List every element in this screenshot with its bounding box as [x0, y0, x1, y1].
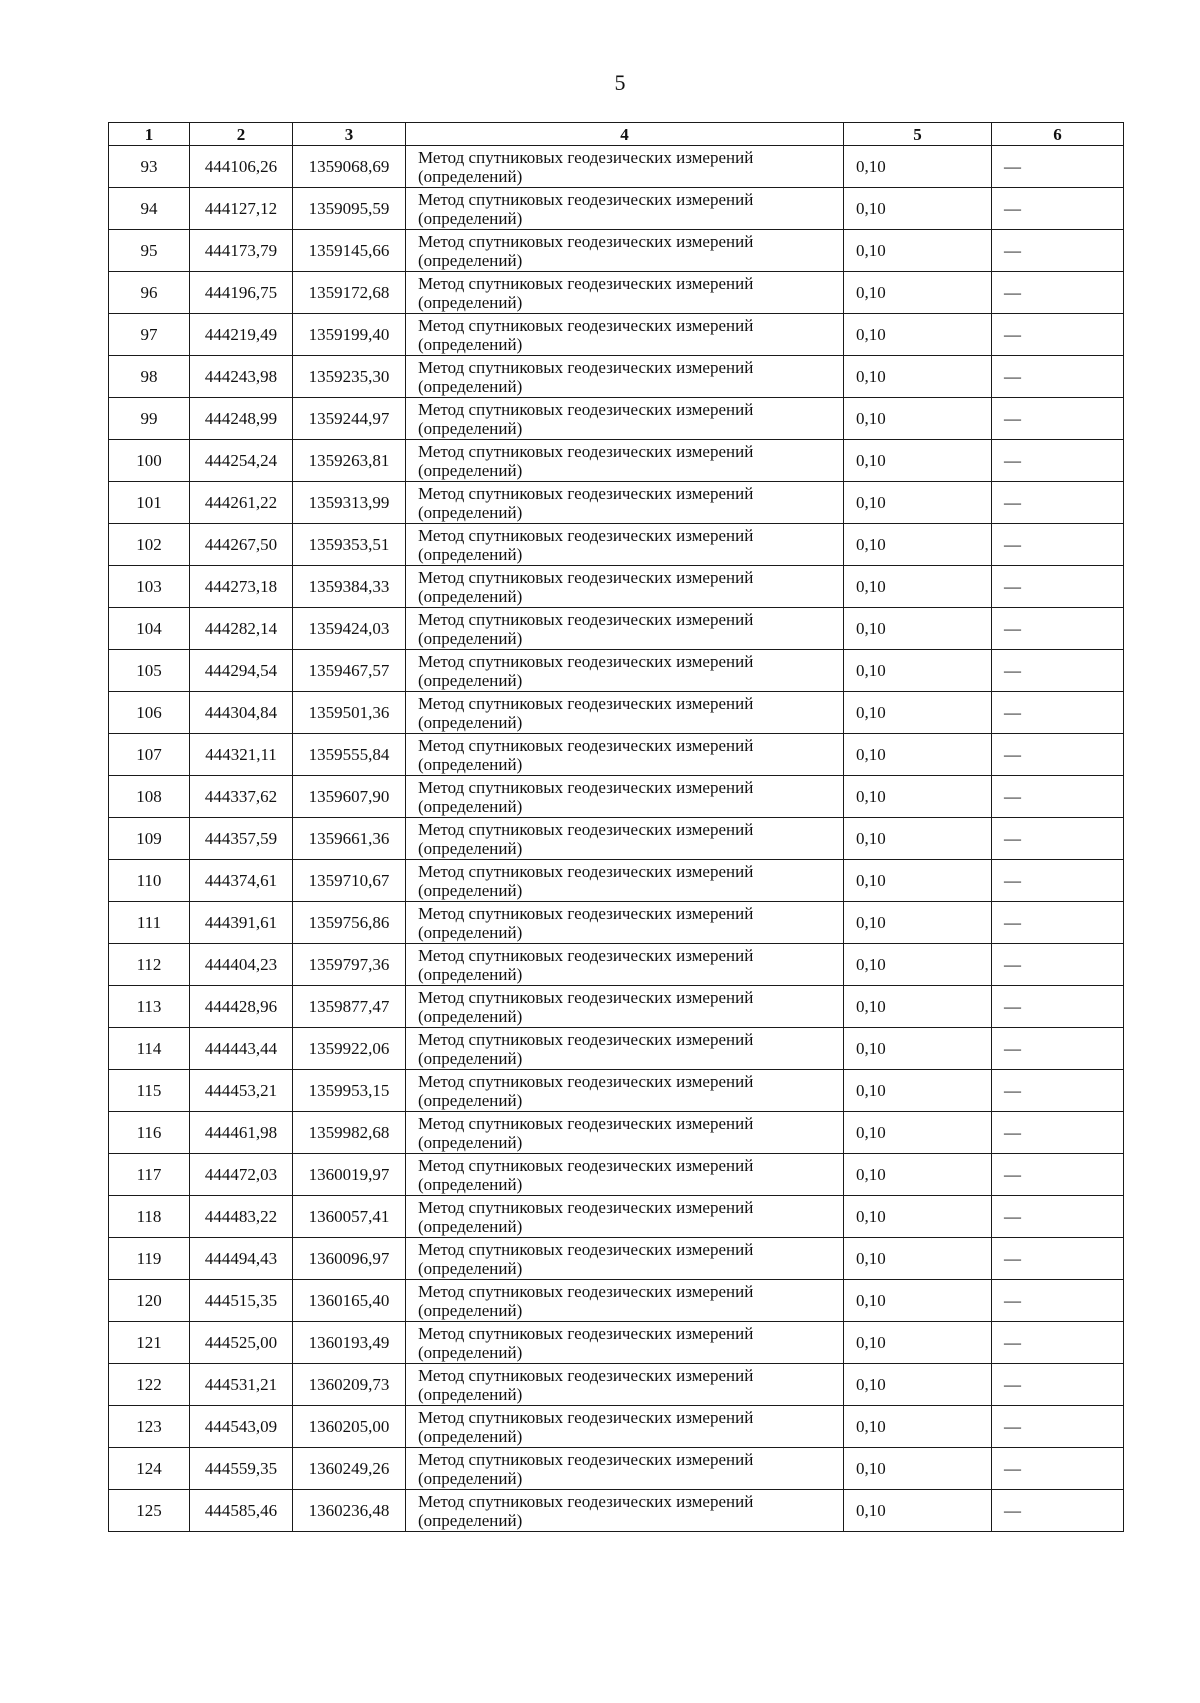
table-row — [109, 566, 1124, 608]
coordinate-y-cell: 1360165,40 — [293, 1280, 406, 1322]
method-cell: Метод спутниковых геодезических измерений (определений) — [406, 1448, 844, 1490]
point-number-cell: 119 — [109, 1238, 190, 1280]
description-cell: — — [992, 1028, 1124, 1070]
description-cell: — — [992, 902, 1124, 944]
table-row — [109, 1238, 1124, 1280]
description-cell: — — [992, 986, 1124, 1028]
description-cell: — — [992, 1280, 1124, 1322]
coordinate-x-cell: 444531,21 — [190, 1364, 293, 1406]
coordinate-y-cell: 1359756,86 — [293, 902, 406, 944]
coordinate-y-cell: 1359953,15 — [293, 1070, 406, 1112]
method-cell: Метод спутниковых геодезических измерений (определений) — [406, 482, 844, 524]
coordinate-y-cell: 1359199,40 — [293, 314, 406, 356]
point-number-cell: 120 — [109, 1280, 190, 1322]
coordinate-y-cell: 1360057,41 — [293, 1196, 406, 1238]
method-cell: Метод спутниковых геодезических измерений (определений) — [406, 860, 844, 902]
coordinate-x-cell: 444453,21 — [190, 1070, 293, 1112]
table-row — [109, 1406, 1124, 1448]
point-number-cell: 123 — [109, 1406, 190, 1448]
point-number-cell: 121 — [109, 1322, 190, 1364]
method-cell: Метод спутниковых геодезических измерений (определений) — [406, 566, 844, 608]
coordinate-x-cell: 444294,54 — [190, 650, 293, 692]
table-row — [109, 146, 1124, 188]
table-header-row — [109, 123, 1124, 146]
coordinate-y-cell: 1359467,57 — [293, 650, 406, 692]
accuracy-cell: 0,10 — [844, 482, 992, 524]
accuracy-cell: 0,10 — [844, 692, 992, 734]
description-cell: — — [992, 1448, 1124, 1490]
coordinate-x-cell: 444585,46 — [190, 1490, 293, 1532]
method-cell: Метод спутниковых геодезических измерений (определений) — [406, 692, 844, 734]
table-row — [109, 1028, 1124, 1070]
coordinate-x-cell: 444461,98 — [190, 1112, 293, 1154]
coordinate-y-cell: 1359877,47 — [293, 986, 406, 1028]
table-row — [109, 1322, 1124, 1364]
header-col-6: 6 — [992, 123, 1124, 146]
table-row — [109, 482, 1124, 524]
coordinates-table — [108, 122, 1124, 1532]
point-number-cell: 104 — [109, 608, 190, 650]
coordinate-y-cell: 1359797,36 — [293, 944, 406, 986]
method-cell: Метод спутниковых геодезических измерений (определений) — [406, 776, 844, 818]
coordinate-x-cell: 444248,99 — [190, 398, 293, 440]
table-row — [109, 818, 1124, 860]
table-row — [109, 230, 1124, 272]
table-row — [109, 860, 1124, 902]
coordinate-y-cell: 1359353,51 — [293, 524, 406, 566]
description-cell: — — [992, 650, 1124, 692]
table-row — [109, 1448, 1124, 1490]
coordinate-y-cell: 1360019,97 — [293, 1154, 406, 1196]
method-cell: Метод спутниковых геодезических измерений (определений) — [406, 944, 844, 986]
table-row — [109, 1112, 1124, 1154]
point-number-cell: 99 — [109, 398, 190, 440]
table-body — [109, 146, 1124, 1532]
method-cell: Метод спутниковых геодезических измерений (определений) — [406, 398, 844, 440]
coordinate-y-cell: 1360236,48 — [293, 1490, 406, 1532]
description-cell: — — [992, 1112, 1124, 1154]
accuracy-cell: 0,10 — [844, 1280, 992, 1322]
table-row — [109, 398, 1124, 440]
accuracy-cell: 0,10 — [844, 272, 992, 314]
method-cell: Метод спутниковых геодезических измерений (определений) — [406, 1406, 844, 1448]
method-cell: Метод спутниковых геодезических измерений (определений) — [406, 608, 844, 650]
point-number-cell: 107 — [109, 734, 190, 776]
table-row — [109, 608, 1124, 650]
coordinate-x-cell: 444282,14 — [190, 608, 293, 650]
table-row — [109, 986, 1124, 1028]
method-cell: Метод спутниковых геодезических измерений (определений) — [406, 650, 844, 692]
coordinate-x-cell: 444127,12 — [190, 188, 293, 230]
point-number-cell: 101 — [109, 482, 190, 524]
point-number-cell: 114 — [109, 1028, 190, 1070]
coordinate-x-cell: 444254,24 — [190, 440, 293, 482]
accuracy-cell: 0,10 — [844, 230, 992, 272]
table-row — [109, 692, 1124, 734]
page-number: 5 — [614, 70, 626, 95]
accuracy-cell: 0,10 — [844, 440, 992, 482]
method-cell: Метод спутниковых геодезических измерений (определений) — [406, 1238, 844, 1280]
coordinate-y-cell: 1359710,67 — [293, 860, 406, 902]
description-cell: — — [992, 734, 1124, 776]
description-cell: — — [992, 272, 1124, 314]
description-cell: — — [992, 1154, 1124, 1196]
accuracy-cell: 0,10 — [844, 1070, 992, 1112]
coordinate-x-cell: 444219,49 — [190, 314, 293, 356]
description-cell: — — [992, 692, 1124, 734]
accuracy-cell: 0,10 — [844, 860, 992, 902]
coordinate-x-cell: 444267,50 — [190, 524, 293, 566]
coordinate-y-cell: 1359982,68 — [293, 1112, 406, 1154]
accuracy-cell: 0,10 — [844, 734, 992, 776]
table-row — [109, 1490, 1124, 1532]
coordinate-x-cell: 444374,61 — [190, 860, 293, 902]
description-cell: — — [992, 314, 1124, 356]
accuracy-cell: 0,10 — [844, 398, 992, 440]
accuracy-cell: 0,10 — [844, 902, 992, 944]
coordinate-y-cell: 1359501,36 — [293, 692, 406, 734]
description-cell: — — [992, 146, 1124, 188]
coordinate-x-cell: 444559,35 — [190, 1448, 293, 1490]
point-number-cell: 112 — [109, 944, 190, 986]
point-number-cell: 103 — [109, 566, 190, 608]
method-cell: Метод спутниковых геодезических измерений (определений) — [406, 1154, 844, 1196]
accuracy-cell: 0,10 — [844, 314, 992, 356]
coordinate-x-cell: 444443,44 — [190, 1028, 293, 1070]
coordinate-x-cell: 444515,35 — [190, 1280, 293, 1322]
table-row — [109, 524, 1124, 566]
table-row — [109, 1280, 1124, 1322]
coordinate-x-cell: 444243,98 — [190, 356, 293, 398]
accuracy-cell: 0,10 — [844, 1196, 992, 1238]
point-number-cell: 95 — [109, 230, 190, 272]
point-number-cell: 122 — [109, 1364, 190, 1406]
accuracy-cell: 0,10 — [844, 608, 992, 650]
point-number-cell: 116 — [109, 1112, 190, 1154]
coordinate-y-cell: 1360096,97 — [293, 1238, 406, 1280]
method-cell: Метод спутниковых геодезических измерений (определений) — [406, 1028, 844, 1070]
accuracy-cell: 0,10 — [844, 650, 992, 692]
point-number-cell: 111 — [109, 902, 190, 944]
header-col-3: 3 — [293, 123, 406, 146]
table-row — [109, 440, 1124, 482]
method-cell: Метод спутниковых геодезических измерений (определений) — [406, 734, 844, 776]
description-cell: — — [992, 818, 1124, 860]
method-cell: Метод спутниковых геодезических измерений (определений) — [406, 1490, 844, 1532]
point-number-cell: 109 — [109, 818, 190, 860]
coordinate-y-cell: 1359145,66 — [293, 230, 406, 272]
table-row — [109, 776, 1124, 818]
coordinate-x-cell: 444273,18 — [190, 566, 293, 608]
coordinate-x-cell: 444428,96 — [190, 986, 293, 1028]
coordinate-x-cell: 444543,09 — [190, 1406, 293, 1448]
method-cell: Метод спутниковых геодезических измерений (определений) — [406, 356, 844, 398]
point-number-cell: 125 — [109, 1490, 190, 1532]
coordinate-x-cell: 444483,22 — [190, 1196, 293, 1238]
method-cell: Метод спутниковых геодезических измерений (определений) — [406, 986, 844, 1028]
coordinate-y-cell: 1359172,68 — [293, 272, 406, 314]
description-cell: — — [992, 1406, 1124, 1448]
table-row — [109, 356, 1124, 398]
accuracy-cell: 0,10 — [844, 818, 992, 860]
method-cell: Метод спутниковых геодезических измерений (определений) — [406, 188, 844, 230]
coordinate-x-cell: 444337,62 — [190, 776, 293, 818]
description-cell: — — [992, 440, 1124, 482]
coordinate-y-cell: 1359922,06 — [293, 1028, 406, 1070]
coordinate-x-cell: 444472,03 — [190, 1154, 293, 1196]
coordinate-y-cell: 1359555,84 — [293, 734, 406, 776]
description-cell: — — [992, 1196, 1124, 1238]
table-row — [109, 1364, 1124, 1406]
method-cell: Метод спутниковых геодезических измерений (определений) — [406, 230, 844, 272]
description-cell: — — [992, 230, 1124, 272]
method-cell: Метод спутниковых геодезических измерений (определений) — [406, 1364, 844, 1406]
method-cell: Метод спутниковых геодезических измерений (определений) — [406, 1112, 844, 1154]
description-cell: — — [992, 1490, 1124, 1532]
accuracy-cell: 0,10 — [844, 1028, 992, 1070]
method-cell: Метод спутниковых геодезических измерений (определений) — [406, 440, 844, 482]
accuracy-cell: 0,10 — [844, 356, 992, 398]
point-number-cell: 115 — [109, 1070, 190, 1112]
coordinate-y-cell: 1359313,99 — [293, 482, 406, 524]
description-cell: — — [992, 398, 1124, 440]
coordinate-x-cell: 444321,11 — [190, 734, 293, 776]
method-cell: Метод спутниковых геодезических измерений (определений) — [406, 1280, 844, 1322]
coordinate-y-cell: 1360205,00 — [293, 1406, 406, 1448]
accuracy-cell: 0,10 — [844, 146, 992, 188]
description-cell: — — [992, 860, 1124, 902]
accuracy-cell: 0,10 — [844, 1238, 992, 1280]
point-number-cell: 100 — [109, 440, 190, 482]
description-cell: — — [992, 524, 1124, 566]
method-cell: Метод спутниковых геодезических измерений (определений) — [406, 902, 844, 944]
table-row — [109, 902, 1124, 944]
point-number-cell: 118 — [109, 1196, 190, 1238]
header-col-1: 1 — [109, 123, 190, 146]
table-row — [109, 188, 1124, 230]
accuracy-cell: 0,10 — [844, 1490, 992, 1532]
point-number-cell: 108 — [109, 776, 190, 818]
coordinate-x-cell: 444404,23 — [190, 944, 293, 986]
description-cell: — — [992, 776, 1124, 818]
table-row — [109, 272, 1124, 314]
table-row — [109, 734, 1124, 776]
point-number-cell: 124 — [109, 1448, 190, 1490]
header-col-2: 2 — [190, 123, 293, 146]
coordinate-y-cell: 1359384,33 — [293, 566, 406, 608]
point-number-cell: 110 — [109, 860, 190, 902]
table-row — [109, 1196, 1124, 1238]
table-row — [109, 944, 1124, 986]
accuracy-cell: 0,10 — [844, 524, 992, 566]
description-cell: — — [992, 566, 1124, 608]
method-cell: Метод спутниковых геодезических измерений (определений) — [406, 1322, 844, 1364]
table-row — [109, 650, 1124, 692]
method-cell: Метод спутниковых геодезических измерений (определений) — [406, 524, 844, 566]
accuracy-cell: 0,10 — [844, 1322, 992, 1364]
accuracy-cell: 0,10 — [844, 188, 992, 230]
accuracy-cell: 0,10 — [844, 566, 992, 608]
method-cell: Метод спутниковых геодезических измерений (определений) — [406, 272, 844, 314]
coordinate-y-cell: 1360193,49 — [293, 1322, 406, 1364]
accuracy-cell: 0,10 — [844, 1364, 992, 1406]
coordinate-y-cell: 1359424,03 — [293, 608, 406, 650]
coordinate-x-cell: 444304,84 — [190, 692, 293, 734]
accuracy-cell: 0,10 — [844, 1448, 992, 1490]
accuracy-cell: 0,10 — [844, 776, 992, 818]
coordinate-y-cell: 1359607,90 — [293, 776, 406, 818]
description-cell: — — [992, 1322, 1124, 1364]
coordinate-x-cell: 444196,75 — [190, 272, 293, 314]
table-row — [109, 1070, 1124, 1112]
coordinate-y-cell: 1360249,26 — [293, 1448, 406, 1490]
description-cell: — — [992, 1070, 1124, 1112]
point-number-cell: 105 — [109, 650, 190, 692]
coordinate-y-cell: 1359095,59 — [293, 188, 406, 230]
point-number-cell: 106 — [109, 692, 190, 734]
accuracy-cell: 0,10 — [844, 944, 992, 986]
point-number-cell: 102 — [109, 524, 190, 566]
description-cell: — — [992, 608, 1124, 650]
coordinate-x-cell: 444261,22 — [190, 482, 293, 524]
method-cell: Метод спутниковых геодезических измерений (определений) — [406, 1196, 844, 1238]
description-cell: — — [992, 1238, 1124, 1280]
point-number-cell: 113 — [109, 986, 190, 1028]
point-number-cell: 117 — [109, 1154, 190, 1196]
method-cell: Метод спутниковых геодезических измерений (определений) — [406, 146, 844, 188]
point-number-cell: 96 — [109, 272, 190, 314]
point-number-cell: 93 — [109, 146, 190, 188]
coordinate-y-cell: 1359068,69 — [293, 146, 406, 188]
coordinate-y-cell: 1359263,81 — [293, 440, 406, 482]
accuracy-cell: 0,10 — [844, 1406, 992, 1448]
description-cell: — — [992, 188, 1124, 230]
coordinate-y-cell: 1359661,36 — [293, 818, 406, 860]
table-row — [109, 1154, 1124, 1196]
description-cell: — — [992, 1364, 1124, 1406]
header-col-4: 4 — [406, 123, 844, 146]
accuracy-cell: 0,10 — [844, 986, 992, 1028]
point-number-cell: 97 — [109, 314, 190, 356]
accuracy-cell: 0,10 — [844, 1112, 992, 1154]
coordinate-x-cell: 444391,61 — [190, 902, 293, 944]
accuracy-cell: 0,10 — [844, 1154, 992, 1196]
description-cell: — — [992, 356, 1124, 398]
coordinate-y-cell: 1360209,73 — [293, 1364, 406, 1406]
point-number-cell: 98 — [109, 356, 190, 398]
coordinate-x-cell: 444525,00 — [190, 1322, 293, 1364]
coordinate-x-cell: 444173,79 — [190, 230, 293, 272]
coordinate-x-cell: 444106,26 — [190, 146, 293, 188]
point-number-cell: 94 — [109, 188, 190, 230]
coordinate-y-cell: 1359244,97 — [293, 398, 406, 440]
method-cell: Метод спутниковых геодезических измерений (определений) — [406, 818, 844, 860]
header-col-5: 5 — [844, 123, 992, 146]
method-cell: Метод спутниковых геодезических измерений (определений) — [406, 314, 844, 356]
table-row — [109, 314, 1124, 356]
coordinate-x-cell: 444494,43 — [190, 1238, 293, 1280]
description-cell: — — [992, 482, 1124, 524]
method-cell: Метод спутниковых геодезических измерений (определений) — [406, 1070, 844, 1112]
coordinate-x-cell: 444357,59 — [190, 818, 293, 860]
coordinate-y-cell: 1359235,30 — [293, 356, 406, 398]
description-cell: — — [992, 944, 1124, 986]
